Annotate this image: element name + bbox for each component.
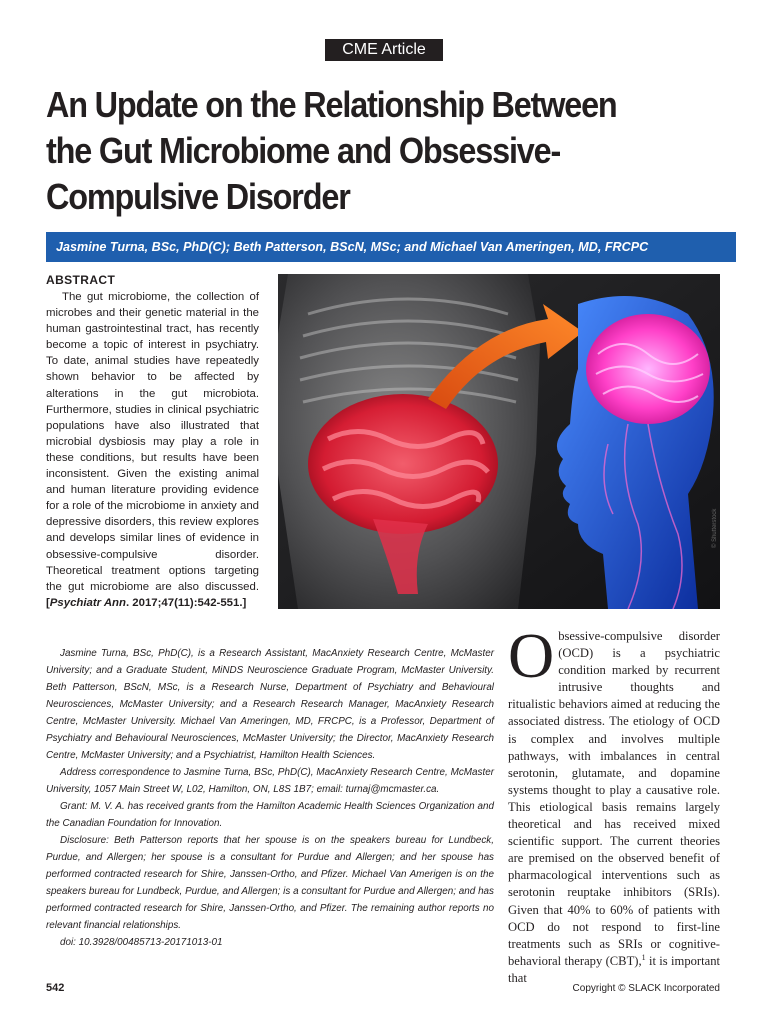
grant-paragraph: Grant: M. V. A. has received grants from the Hamilton Academic Health Sciences Organization and the Canadian Foundation for Innovation. bbox=[46, 801, 494, 829]
doi-text: doi: 10.3928/00485713-20171013-01 bbox=[60, 937, 223, 948]
article-type-badge: CME Article bbox=[325, 39, 443, 61]
body-text: bsessive-compulsive disorder (OCD) is a psychiatric condition marked by recurrent intrusive thoughts and ritualistic behaviors aimed at reducing the associated distress. The etiology of OCD is complex and involves multiple pathways, with imbalances in central serotonin, glutamate, and dopamine systems thought to play a causative role. This etiological basis remains largely theoretical and has received mixed scientific support. The current theories are premised on the observed benefit of pharmacological interventions such as serotonin reuptake inhibitors (SRIs). Given that 40% to 60% of patients with OCD do not respond to first-line treatments such as SRIs or cognitive-behavioral therapy (CBT), bbox=[508, 629, 720, 968]
body-text-end: it is important that bbox=[508, 953, 720, 985]
drop-cap: O bbox=[508, 620, 555, 691]
citation-journal: Psychiatr Ann bbox=[49, 596, 126, 609]
disclosure-paragraph: Disclosure: Beth Patterson reports that her spouse is on the speakers bureau for Lundbeck, Purdue, and Allergen; her spouse is a consultant for Purdue and Allergen; and her spouse has performed contracted research for Shire, Janssen-Ortho, and Pfizer. Michael Van Amerigen is on the speakers bureau for Lundbeck, Purdue, and Allergen; is a consultant for Purdue and Allergen; and has performed contracted research for Shire, Janssen-Ortho, and Pfizer. The remaining author reports no relevant financial relationships. bbox=[46, 835, 494, 931]
citation-details: . 2017;47(11):542-551.] bbox=[125, 596, 247, 609]
abstract-citation: [Psychiatr Ann. 2017;47(11):542-551.] bbox=[46, 596, 247, 609]
gut-brain-illustration bbox=[278, 274, 720, 609]
image-credit: © Shutterstock bbox=[712, 508, 718, 548]
correspondence-paragraph: Address correspondence to Jasmine Turna, BSc, PhD(C), MacAnxiety Research Centre, McMaster University, 1057 Main Street W, L02, Hamilton, ON, L8S 1B7; email: turnaj@mcmaster.ca. bbox=[46, 767, 494, 795]
body-text-column bbox=[508, 620, 720, 987]
copyright-notice: Copyright © SLACK Incorporated bbox=[572, 983, 720, 994]
author-bar: Jasmine Turna, BSc, PhD(C); Beth Patterson, BScN, MSc; and Michael Van Ameringen, MD, FRCPC bbox=[46, 232, 736, 262]
abstract-text: The gut microbiome, the collection of microbes and their genetic material in the human gastrointestinal tract, has recently become a topic of interest in psychiatry. To date, animal studies have repeatedly shown behavior to be affected by alterations in the gut microbiota. Furthermore, studies in clinical psychiatric populations have also illustrated that microbial dysbiosis may play a role in these conditions, but results have been inconsistent. Given the existing animal and human literature providing evidence for a role of the microbiome in anxiety and depressive disorders, this review explores and develops similar lines of evidence in obsessive-compulsive disorder. Theoretical treatment options targeting the gut microbiome are also discussed. bbox=[46, 291, 259, 593]
abstract-heading: ABSTRACT bbox=[46, 273, 116, 287]
affiliation-paragraph: Jasmine Turna, BSc, PhD(C), is a Research Assistant, MacAnxiety Research Centre, McMaster University; and a Graduate Student, MiNDS Neuroscience Graduate Program, McMaster University. Beth Patterson, BScN, MSc, is a Research Nurse, Department of Psychiatry and Behavioural Neurosciences, McMaster University; and a Research Research Manager, MacAnxiety Research Centre, McMaster University. Michael Van Ameringen, MD, FRCPC, is a Professor, Department of Psychiatry and Behavioural Neurosciences, McMaster University; the Director, MacAnxiety Research Centre, McMaster University; and a Psychiatrist, Hamilton Health Sciences. bbox=[46, 648, 494, 761]
gut-brain-image bbox=[278, 274, 720, 609]
abstract-section bbox=[46, 273, 259, 611]
page-number: 542 bbox=[46, 982, 65, 994]
reference-marker: 1 bbox=[641, 952, 646, 962]
abstract-body bbox=[46, 289, 259, 611]
author-affiliations bbox=[46, 645, 494, 951]
article-title: An Update on the Relationship Between the Gut Microbiome and Obsessive-Compulsive Disorder bbox=[46, 84, 617, 217]
